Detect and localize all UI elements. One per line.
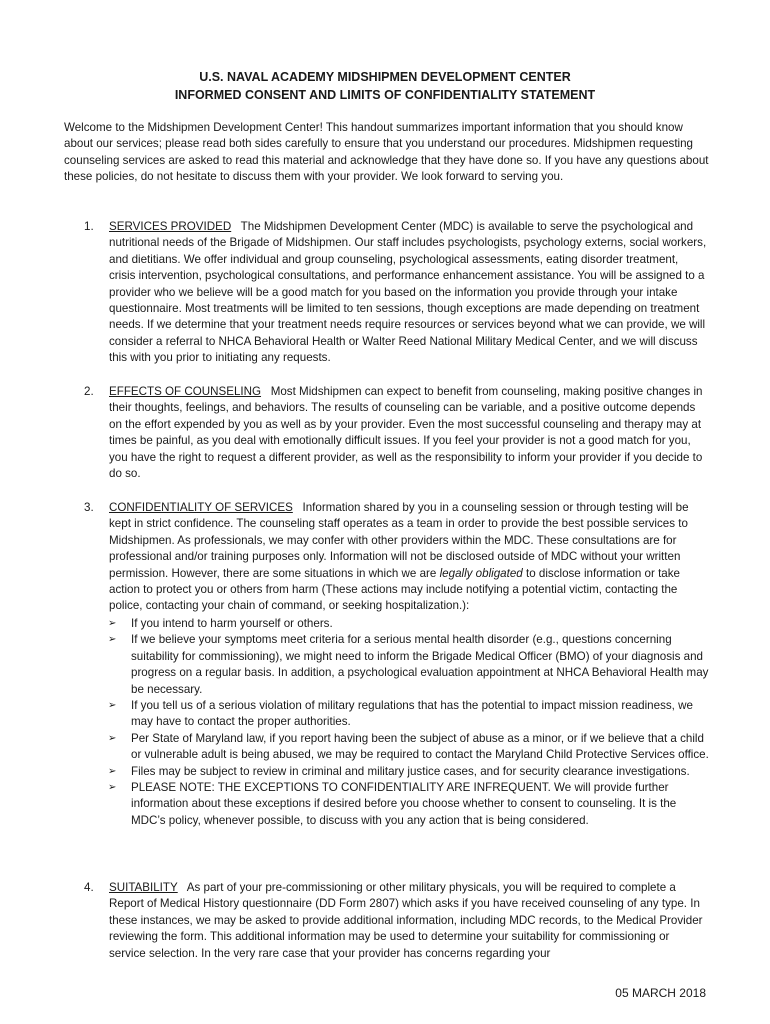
- list-item: [108, 780, 710, 829]
- section-text: Information shared by you in a counseling session or through testing will be kept in strict confidence. The counseling staff operates as a team in order to provide the best possible services to Midshipmen. As professionals, we may confer with other providers within the MDC. These consultations are for professional and/or training purposes only. Information will not be disclosed outside of MDC without your written permission. However, there are some situations in which we are: [109, 501, 689, 580]
- list-item-text: PLEASE NOTE: THE EXCEPTIONS TO CONFIDENTIALITY ARE INFREQUENT. We will provide further information about these exceptions if desired before you choose whether to consent to counseling. It is the MDC’s policy, whenever possible, to discuss with you any action that is being considered.: [131, 781, 677, 827]
- section-number: 1.: [84, 220, 94, 233]
- section-text-emphasis: legally obligated: [439, 566, 523, 580]
- intro-paragraph: Welcome to the Midshipmen Development Center! This handout summarizes important information that you should know about our services; please read both sides carefully to ensure that you understand our procedures. Midshipmen requesting counseling services are asked to read this material and acknowledge that they have done so. If you have any questions about these policies, do not hesitate to discuss them with your provider. We look forward to serving you.: [64, 121, 709, 184]
- list-item: [108, 764, 710, 780]
- list-item: [108, 731, 710, 764]
- section-heading: SERVICES PROVIDED: [109, 220, 232, 233]
- arrow-bullet-icon: ➢: [108, 618, 117, 629]
- list-item: [108, 698, 710, 731]
- list-item-text: If you tell us of a serious violation of military regulations that has the potential to impact mission readiness, we may have to contact the proper authorities.: [131, 699, 693, 729]
- confidentiality-exceptions-list: [108, 616, 710, 829]
- section-number: 3.: [84, 501, 94, 514]
- list-item-text: Files may be subject to review in criminal and military justice cases, and for security clearance investigations.: [131, 764, 690, 778]
- document-title-line2: INFORMED CONSENT AND LIMITS OF CONFIDENTIALITY STATEMENT: [174, 88, 596, 102]
- arrow-bullet-icon: ➢: [108, 782, 117, 794]
- section-body: [109, 219, 707, 367]
- section-text: to disclose information or take action to protect you or others from harm (These actions may include notifying a potential victim, contacting the police, contacting your chain of command, or seeking hospitalization.):: [109, 566, 680, 613]
- section-number: 2.: [84, 385, 94, 398]
- document-title-line1: U.S. NAVAL ACADEMY MIDSHIPMEN DEVELOPMENT CENTER: [199, 70, 571, 84]
- list-item: [108, 616, 710, 632]
- arrow-bullet-icon: ➢: [108, 700, 117, 712]
- list-item-text: If we believe your symptoms meet criteria for a serious mental health disorder (e.g., questions concerning suitability for commissioning), we might need to inform the Brigade Medical Officer (BMO) of your diagnosis and progress on a regular basis. In addition, a psychological evaluation appointment at NHCA Behavioral Health may be necessary.: [131, 633, 709, 696]
- section-number: 4.: [84, 881, 94, 894]
- arrow-bullet-icon: ➢: [108, 732, 117, 744]
- section-heading: SUITABILITY: [109, 881, 178, 894]
- section-text: Most Midshipmen can expect to benefit from counseling, making positive changes in their thoughts, feelings, and behaviors. The results of counseling can be variable, and a positive outcome depends on the effort expended by you as well as by your provider. Even the most successful counseling and therapy may at times be painful, as you deal with emotionally difficult issues. If you feel your provider is not a good match for you, you have the right to request a different provider, as well as the responsibility to inform your provider if you decide to do so.: [109, 385, 703, 481]
- section-heading: EFFECTS OF COUNSELING: [109, 385, 262, 398]
- arrow-bullet-icon: ➢: [108, 765, 117, 777]
- arrow-bullet-icon: ➢: [108, 634, 117, 646]
- section-body: [109, 500, 707, 615]
- list-item-text: If you intend to harm yourself or others.: [131, 617, 333, 630]
- section-body: [109, 880, 707, 962]
- section-body: [109, 384, 707, 482]
- section-text: The Midshipmen Development Center (MDC) is available to serve the psychological and nutritional needs of the Brigade of Midshipmen. Our staff includes psychologists, psychology externs, social workers, and dietitians. We offer individual and group counseling, psychological assessments, eating disorder treatment, crisis intervention, psychological consultations, and performance enhancement assistance. You will be assigned to a provider who we believe will be a good match for you based on the information you provide through your intake questionnaire. Most treatments will be limited to ten sessions, though exceptions are made depending on treatment needs. If we determine that your treatment needs require resources or services beyond what we can provide, we will consider a referral to NHCA Behavioral Health or Walter Reed National Military Medical Center, and we will discuss this with you prior to initiating any requests.: [109, 220, 707, 365]
- list-item: [108, 632, 710, 698]
- footer-date: 05 MARCH 2018: [615, 986, 706, 1000]
- section-text: As part of your pre-commissioning or other military physicals, you will be required to complete a Report of Medical History questionnaire (DD Form 2807) which asks if you have received counseling of any type. In these instances, we may be asked to provide additional information, including MDC records, to the Medical Provider reviewing the form. This additional information may be used to determine your suitability for commissioning or service selection. In the very rare case that your provider has concerns regarding your: [109, 881, 703, 960]
- list-item-text: Per State of Maryland law, if you report having been the subject of abuse as a minor, or if we believe that a child or vulnerable adult is being abused, we may be required to contact the Maryland Child Protective Services office.: [131, 731, 709, 762]
- section-heading: CONFIDENTIALITY OF SERVICES: [109, 501, 293, 514]
